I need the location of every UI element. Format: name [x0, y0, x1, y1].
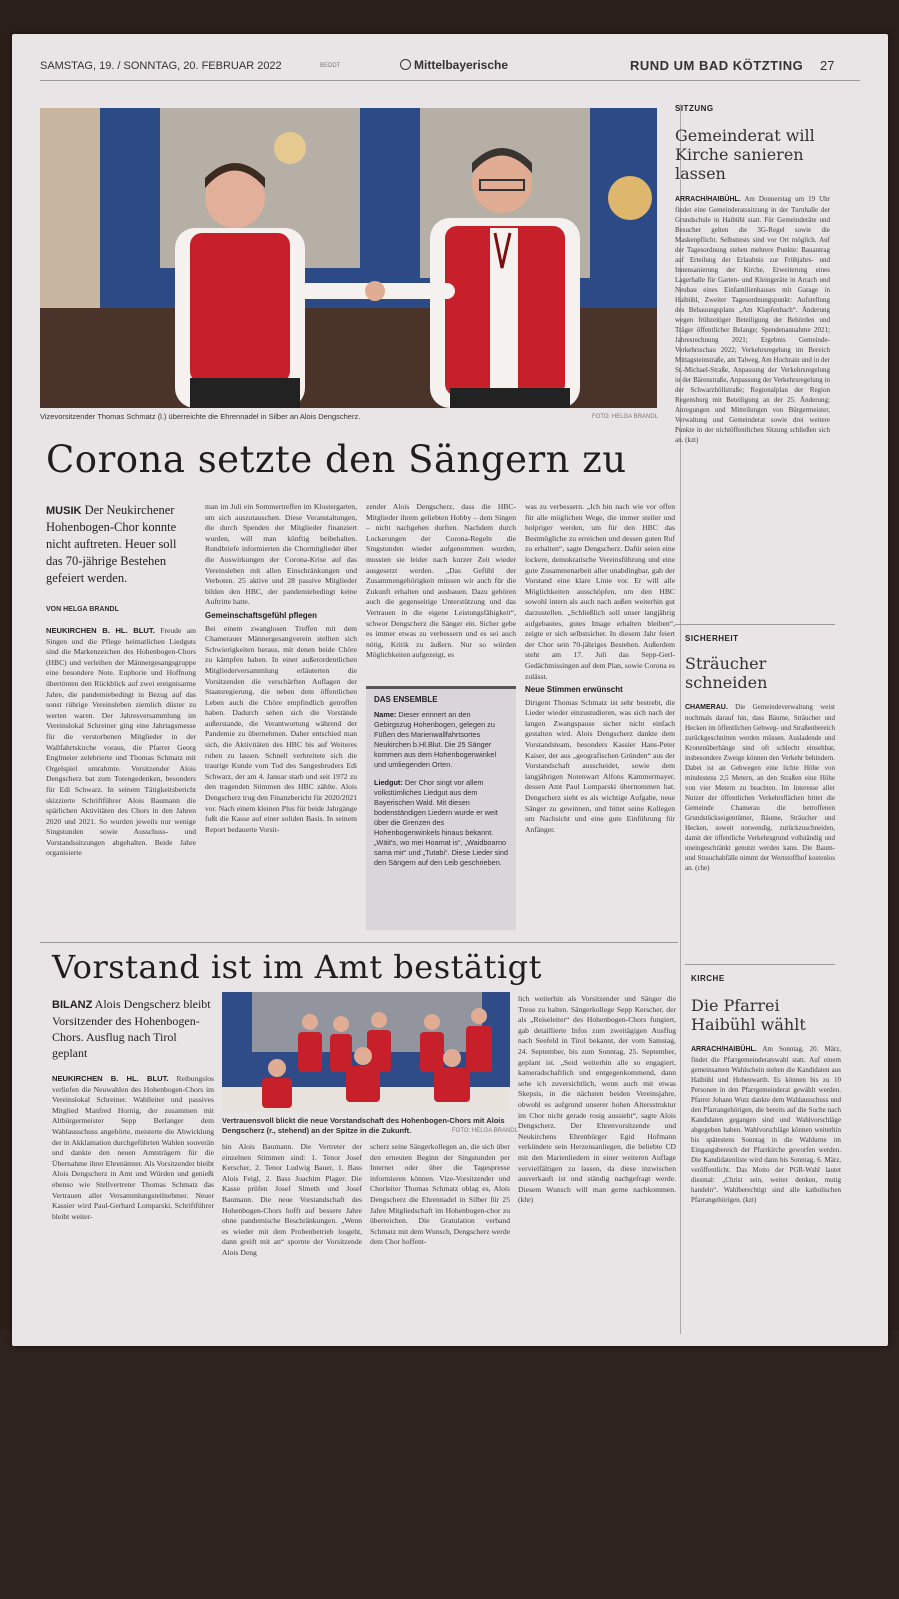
sidebar-headline-2: Sträucher schneiden [685, 654, 768, 692]
masthead-logo [400, 58, 508, 72]
second-column-3 [370, 1142, 510, 1322]
main-column-2b-text: Bei einem zwanglosen Treffen mit dem Chamerauer Männergesangverein stellten sich Schwierigkeiten heraus, mit denen beide Chöre zu kämpfen haben. In einer außerordentlichen Mitgliederversammlung erläuterten die Vorsitzenden die verschärften Auflagen der Staatsregierung, die neben dem öffentlichen Leben auch die Chöre empfindlich getroffen haben. Dadurch sehen sich die Vorstände außerstande, die Verantwortung während der Pandemie zu übernehmen. Daher entschied man sich, die Aktivitäten des HBC bis auf Weiteres ruhen zu lassen. Schnell verbreitete sich die traurige Kunde vom Tod des Sangesbruders Edi Schwarz, der am 4. Januar starb und seit 1972 zu den tragenden Stimmen des HBC zählte. Alois Dengscherz trug den Finanzbericht für 2020/2021 vor. Nach einem kleinen Plus für beide Jahrgänge fußt die Kasse auf einer soliden Basis. In seinem Report bedauerte Vorsit- [205, 623, 357, 834]
second-subhead-text: Alois Dengscherz bleibt Vorsitzender des Hohenbogen-Chors. Ausflug nach Tirol geplant [52, 997, 211, 1061]
second-photo-illustration [222, 992, 510, 1112]
main-photo [40, 108, 657, 408]
main-byline: VON HELGA BRANDL [46, 606, 119, 613]
infobox-title: DAS ENSEMBLE [374, 695, 438, 704]
second-photo-credit: FOTO: HELGA BRANDL [452, 1128, 518, 1134]
sidebar-text-1 [675, 194, 830, 618]
article-divider [40, 942, 678, 943]
sidebar-label-sitzung: SITZUNG [675, 104, 714, 113]
infobox-name-para [374, 710, 508, 770]
second-column-1-text: Reibungslos verliefen die Neuwahlen des Hohenbogen-Chors im Vereinslokal Schreiner. Wahlleiter und passives Mitglied Manfred Hornig, der zusammen mit Altbürgermeister Sepp Berlanger dem Wahlausschuss angehörte, meisterte die Abwicklung der in Akklamation durchgeführten Wahlen souverän und dankte den neuen Amtsträgern für die Übernahme ihrer Ehrenämter. Als Vorsitzender bleibt Alois Dengscherz in Amt und Würden und genießt ebenso wie Stellvertreter Thomas Schmatz das Vertrauen aller Versammlungsteilnehmer. Neuer Kassier wird Paul-Gerhard Lomparski, Schriftführer bleibt weiter- [52, 1074, 214, 1221]
infobox-name-text: Dieser erinnert an den Gebirgszug Hohenbogen, gelegen zu Füßen des Marienwallfahrtsortes Neukirchen b.Hl.Blut. Die 25 Sänger kommen aus dem Hohenbogenwinkel und umliegenden Orten. [374, 710, 497, 769]
sidebar-dateline-3: ARRACH/HAIBÜHL. [691, 1046, 757, 1053]
sidebar-headline-3: Die Pfarrei Haibühl wählt [691, 996, 806, 1034]
second-photo [222, 992, 510, 1112]
main-column-4 [525, 502, 675, 930]
ensemble-infobox [366, 686, 516, 930]
infobox-liedgut-para [374, 778, 508, 868]
sidebar-dateline-1: ARRACH/HAIBÜHL. [675, 196, 741, 203]
main-photo-illustration [40, 108, 657, 408]
issue-date: SAMSTAG, 19. / SONNTAG, 20. FEBRUAR 2022 [40, 60, 282, 72]
infobox-liedgut-text: Der Chor singt vor allem volkstümliches Liedgut aus dem Bayerischen Wald. Mit diesen bodenständigen Liedern wurde er weit über die Grenzen des Hohenbogenwinkels hinaus bekannt. „Wäit's, wo mei Hoamat is“, „Waidboarno sama mir“ und „Tutabi“. Diese Lieder sind den Sängern auf den Leib geschrieben. [374, 778, 508, 867]
masthead-name: Mittelbayerische [414, 58, 509, 72]
dark-background [0, 1330, 899, 1599]
header-rule [40, 80, 860, 81]
sidebar-label-sicherheit: SICHERHEIT [685, 634, 739, 643]
sidebar-body-2: Die Gemeindeverwaltung weist nochmals darauf hin, dass Bäume, Sträucher und Hecken im öffentlichen Gehweg- und Straßenbereich zurückgeschnitten werden müssen. Ausladende und Kronenüberhänge sind oft schlecht einsehbar, insbesondere Zweige können den Verkehr behindern. Dabei ist an Gehwegen eine lichte Höhe von mindestens 2,5 Metern, an den Straßen eine Höhe von vier Metern zu beachten. Im Interesse aller Nutzer der öffentlichen Verkehrsflächen bittet die Gemeinde Chamerau die betroffenen Grundstückseigentümer, Bäume, Sträucher und Hecken, soweit notwendig, zurückzuschneiden, damit der öffentliche Verkehrsgrund vollständig und uneingeschränkt genutzt werden kann. Die Baum- und Strauchabfälle nimmt der Wertstoffhof kostenlos an. (che) [685, 703, 835, 872]
sidebar-rule-2 [685, 964, 835, 965]
main-column-2-text: man im Juli ein Sommertreffen im Klostergarten, um sich auszutauschen. Diese Veranstaltungen, die durch Spenden der Mitglieder finanziert wurden, will man künftig beibehalten. Rundbriefe informierten die Chormitglieder über die Auswirkungen der Corona-Krise auf das Vereinsleben mit allen Einschränkungen und Verboten. 25 aktive und 28 passive Mitglieder bilden den HBC, der pandemiebedingt keine Auftritte hatte. [205, 502, 357, 607]
main-kicker: MUSIK [46, 505, 82, 517]
sidebar-body-1: Am Donnerstag um 19 Uhr findet eine Gemeinderatssitzung in der Turnhalle der Grundschule in Haibühl statt. Für Gemeinderäte und Besucher gelten die 3G-Regel sowie die Maskenpflicht. Selbsttests sind vor Ort möglich. Auf der Tagesordnung stehen mehrere Punkte: Bauantrag auf Erteilung der Erlaubnis zur Frühjahrs- und Innensanierung der Kirche, Erweiterung eines Lagerhalle für Garten- und Kleingeräte in Arrach und Neubau eines Einfamilienhauses mit Garage in Haibühl, Zweiter Tagesordnungspunkt: Aufstellung des Bebauungsplans „Am Klapfenbach“. Änderung wegen frühzeitiger Beteiligung der Behörden und Träger öffentlicher Belange; Spendenannahme 2021; Jahresrechnung 2021; Ergebnis Gemeinde-Verkehrsschau 2022; Verkehrsregelung im Bereich Mittagsteinstraße, am Talweg, Am Hochrain und in der St.-Michael-Straße, Anpassung der Verkehrsregelung in der Bärenstraße, Anpassung der Verkehrsregelung in der Schwarzhöllstraße; Regionalplan der Region Regensburg mit Beteiligung an der 25. Änderung; Anregungen und Mitteilungen von Bürgermeister, Verwaltung und Gemeinderat sowie drei weitere Punkte in der nichtöffentlichen Sitzung schließen sich an. (kzt) [675, 195, 830, 444]
main-subhead-text: Der Neukirchener Hohenbogen-Chor konnte nicht auftreten. Heuer soll das 70-jährige Bestehen gefeiert werden. [46, 503, 177, 585]
main-column-3 [366, 502, 516, 676]
main-subheading-1: Gemeinschaftsgefühl pflegen [205, 610, 318, 620]
second-column-4-text: lich weiterhin als Vorsitzender und Sänger die Treue zu halten. Sängerkollege Sepp Kerscher, der als „Reiseleiter“ des Hohenbogen-Chors fungiert, gab detaillierte Infos zum zweitägigen Ausflug nach Seefeld in Tirol bekannt, der vom Samstag, 24. September, bis zum Sonntag, 25. September, geplant ist. „Seid weiterhin alle so engagiert, kameradschaftlich und entgegenkommend, dann sehe ich zuversichtlich, wenn auch mit etwas Skepsis, in die nächsten beiden Vereinsjahre, obwohl es aufgrund unserer hohen Altersstruktur im Chor nicht gerade rosig aussieht“, sagte Alois Dengscherz. Der Ehrenvorsitzende und Neukirchens Ehrenbürger Egid Hofmann verkündete sein Herzensanliegen, die beliebte CD mit den Marienliedern in einer weiteren Auflage vervielfältigen zu lassen, da diese inzwischen ausverkauft ist und ständig nachgefragt werde. Diesem Wunsch will man gerne nachkommen. (khr) [518, 994, 676, 1205]
second-dateline: NEUKIRCHEN B. HL. BLUT. [52, 1074, 169, 1083]
main-headline: Corona setzte den Sängern zu [46, 438, 627, 481]
second-headline: Vorstand ist im Amt bestätigt [52, 948, 542, 986]
second-photo-caption: Vertrauensvoll blickt die neue Vorstandschaft des Hohenbogen-Chors mit Alois Dengscherz (r., stehend) an der Spitze in die Zukunft. [222, 1116, 505, 1135]
page-number: 27 [820, 58, 835, 73]
main-subheading-2: Neue Stimmen erwünscht [525, 685, 623, 695]
sidebar-body-3: Am Sonntag, 20. März, findet die Pfarrgemeinderatswahl statt. Auf einem gemeinsamen Wahlschein stehen die Kandidaten aus Haibühl und Hohenwarth. Es können bis zu 10 Personen in den Pfarrgemeinderat gewählt werden. Pfarrer Johann Wutz dankte dem Wahlausschuss und den Pfarrangehörigen, die bereits auf die Suche nach Kandidaten gegangen sind und Wahlvorschläge abgegeben haben. Wahlvorschläge können weiterhin bis spätestens Sonntag in die Wahlurne im Eingangsbereich der Pfarrkirche geworfen werden. Die Kandidatenliste wird dann bis Sonntag, 6. März, veröffentlicht. Das Motto der PGR-Wahl lautet diesmal: „Christ sein, weiter denken, mutig handeln“. Wahlberechtigt sind alle katholischen Pfarrangehörigen. (kzt) [691, 1045, 841, 1204]
main-photo-credit: FOTO: HELGA BRANDL [592, 414, 658, 420]
sidebar-text-2 [685, 702, 835, 958]
sidebar-headline-1: Gemeinderat will Kirche sanieren lassen [675, 126, 815, 183]
main-column-1 [46, 626, 196, 928]
main-column-4-text: was zu verbessern. „Ich bin nach wie vor offen für alle möglichen Wege, die immer steiler und holpriger werden, um für den HBC das Bestmögliche zu erreichen und dessen guten Ruf zu erhalten“, sagte Dengscherz. Dafür seien eine lockere, demokratische Vereinsführung und eine gute Zusammenarbeit aller unabdingbar, gab der Vorstand eine klare Linie vor. Er will alle Möglichkeiten ausschöpfen, um den HBC sowohl intern als auch nach außen weiterhin gut darzustellen. „Schließlich soll unser langjährig aufgebautes, gutes Image erhalten bleiben“, zeigte er sich selbstsicher. In diesem Jahr feiert der Chor sein 70-jähriges Bestehen. Außerdem steht am 17. Juli das Sepp-Gerl-Gedächtnissingen auf dem Plan, sowie Corona es zulässt. [525, 502, 675, 681]
main-photo-caption: Vizevorsitzender Thomas Schmatz (l.) überreichte die Ehrennadel in Silber an Alois Dengscherz. [40, 412, 361, 421]
masthead-icon [400, 59, 411, 70]
main-dateline: NEUKIRCHEN B. HL. BLUT. [46, 626, 155, 635]
second-kicker: BILANZ [52, 999, 93, 1011]
second-column-4 [518, 994, 676, 1322]
second-column-2 [222, 1142, 362, 1322]
main-column-4b-text: Dirigent Thomas Schmatz ist sehr bestrebt, die Lieder wieder einzustudieren, was sich nach der langen Zwangspause sicher nicht einfach gestalten wird. Alois Dengscherz dankte dem Vorstandsteam, besonders Kassier Hans-Peter Kaiser, der aus „geografischen Gründen“ aus der Vorstandschaft ausscheidet, sowie dem langjährigen Notenwart Alfons Kammermayer, dessen Amt Paul Lomparski übernommen hat. Dengscherz sieht es als wichtige Aufgabe, neue Sänger zu gewinnen, und bittet seine Kollegen um Nachsicht und eine gute Einführung für Anfänger. [525, 697, 675, 834]
sidebar-dateline-2: CHAMERAU. [685, 704, 728, 711]
section-title: RUND UM BAD KÖTZTING [630, 58, 804, 73]
page-header [40, 56, 835, 76]
main-column-3-text: zender Alois Dengscherz, dass die HBC-Mitglieder ihrem geliebten Hobby – dem Singen – nicht nachgehen durften. Nachdem durch Lockerungen der Corona-Regeln die Singstunden wieder aufgenommen wurden, mussten sie leider nach kurzer Zeit wieder ausgesetzt werden. „Das Gefühl der Zusammengehörigkeit müssen wir auch für die Zukunft erhalten und ausbauen. Dazu gehören auch die gegenseitige Unterstützung und das Vertrauen in die eigene Leistungsfähigkeit“, schwor Dengscherz die Sänger ein. Sicher gebe es immer etwas zu verbessern und es sei auch nötig, Kritik zu äußern. Nur so würden Möglichkeiten aufgezeigt, es [366, 502, 516, 660]
infobox-liedgut-label: Liedgut: [374, 778, 403, 787]
sidebar-label-kirche: KIRCHE [691, 974, 725, 983]
sidebar-text-3 [691, 1044, 841, 1324]
main-subhead [46, 502, 196, 586]
main-column-1-text: Freude am Singen und die Pflege heimatlichen Liedguts sind die Markenzeichen des Hohenbogen-Chors (HBC) und verleihen der Männergesangsgruppe eine besondere Note. Euphorie und Hoffnung übertönten den Rückblick auf zwei ereignisarme Jahre, die pandemiebedingt in Bezug auf das sonst rührige Vereinsleben ziemlich düster zu werten waren. Der Jahresversammlung im Vereinslokal Schreiner ging eine Jahrtagsmesse für die verstorbenen Mitglieder in der Wallfahrtskirche voraus, die Pfarrer Georg Englmeier zelebrierte und Thomas Schmatz mit Orgelspiel umrahmte. Vorsitzender Alois Dengscherz bat zum Totengedenken, besonders für Edi Schwarz. In seinem Tätigkeitsbericht skizzierte Schriftführer Alois Baumann die spärlichen Aktivitäten des Chors in den Jahren 2020 und 2021. So wurden jeweils nur wenige Singstunden sowie Ausschuss- und Vorstandssitzungen abgehalten. Beide Jahre organisierte [46, 626, 196, 858]
second-subhead [52, 996, 214, 1061]
second-column-3-text: scherz seine Sängerkollegen an, die sich über den erneuten Beginn der Singstunden per Internet oder über die Tagespresse informieren können. Vize-Vorsitzender und Chorleiter Thomas Schmatz oblag es, Alois Dengscherz die Ehrennadel in Silber für 25 Jahre Mitgliedschaft im Hohenbogen-chor zu überreichen. Die Gratulation verband Schmatz mit dem Wunsch, Dengscherz werde dem Chor hoffent- [370, 1142, 510, 1247]
edition-code: BEDDT [320, 63, 341, 69]
sidebar-rule-1 [675, 624, 835, 625]
newspaper-page [12, 34, 888, 1346]
main-column-2 [205, 502, 357, 930]
second-column-2-text: hin Alois Baumann. Die Vertreter der einzelnen Stimmen sind: 1. Tenor Josef Kerscher, 2. Tenor Ludwig Bauer, 1. Bass Alois Feigl, 2. Bass Joachim Plager. Die Kasse prüfen Josef Slmeth und Josef Baumann. Die neue Vorstandschaft des Hohenbogen-Chors hofft auf bessere Jahre ohne pandemische Beschränkungen. „Wenn es wieder mit dem Probenbetrieb losgeht, dann greift mit an“ spornte der Vorsitzende Alois Deng [222, 1142, 362, 1257]
second-column-1 [52, 1074, 214, 1324]
infobox-name-label: Name: [374, 710, 397, 719]
